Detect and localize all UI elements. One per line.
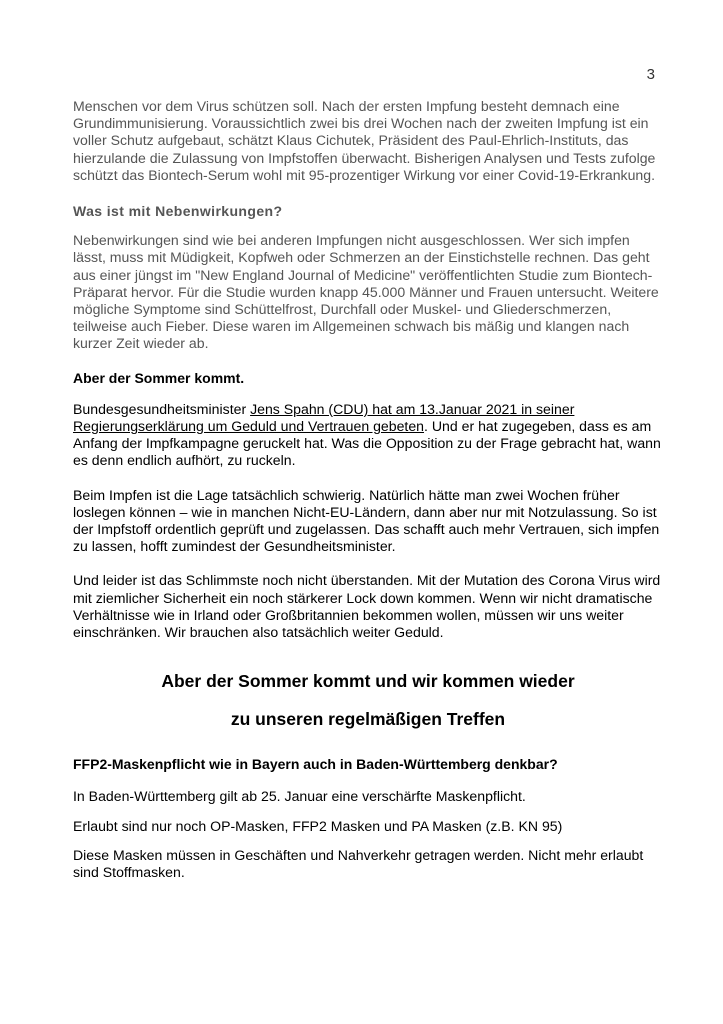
- side-effects-heading: Was ist mit Nebenwirkungen?: [73, 203, 283, 220]
- intro-paragraph: Menschen vor dem Virus schützen soll. Nach der ersten Impfung besteht demnach eine Grundimmunisierung. Voraussichtlich zwei bis drei Wochen nach der zweiten Impfung ist ein voller Schutz aufgebaut, schätzt Klaus Cichutek, Präsident des Paul-Ehrlich-Instituts, das hierzulande die Zulassung von Impfstoffen überwacht. Bisherigen Analysen und Tests zufolge schützt das Biontech-Serum wohl mit 95-prozentiger Wirkung vor einer Covid-19-Erkrankung.: [73, 98, 656, 183]
- spahn-text-after: . Und er hat zugegeben, dass es am Anfang der Impfkampagne geruckelt hat. Was die Opposition zu der Frage gebracht hat, wann es denn endlich aufhört, zu ruckeln.: [73, 418, 661, 469]
- summer-heading: Aber der Sommer kommt.: [73, 369, 245, 386]
- side-effects-paragraph: Nebenwirkungen sind wie bei anderen Impfungen nicht ausgeschlossen. Wer sich impfen lässt, muss mit Müdigkeit, Kopfweh oder Schmerzen an der Einstichstelle rechnen. Das geht aus einer jüngst im "New England Journal of Medicine" veröffentlichten Studie zum Biontech-Präparat hervor. Für die Studie wurden knapp 45.000 Männer und Frauen untersucht. Weitere mögliche Symptome sind Schüttelfrost, Durchfall oder Muskel- und Gliederschmerzen, teilweise auch Fieber. Diese waren im Allgemeinen schwach bis mäßig und klangen nach kurzer Zeit wieder ab.: [73, 232, 659, 352]
- page-number: 3: [646, 66, 655, 83]
- summer-title-line-1: Aber der Sommer kommt und wir kommen wieder: [161, 671, 575, 692]
- mask-rule-paragraph: In Baden-Württemberg gilt ab 25. Januar eine verschärfte Maskenpflicht.: [73, 788, 526, 805]
- spahn-paragraph: [73, 401, 663, 470]
- mask-usage-paragraph: Diese Masken müssen in Geschäften und Nahverkehr getragen werden. Nicht mehr erlaubt sind Stoffmasken.: [73, 846, 644, 881]
- spahn-statement-link[interactable]: Jens Spahn (CDU) hat am 13.Januar 2021 in seiner Regierungserklärung um Geduld und Vertrauen gebeten: [73, 400, 575, 435]
- document-body: [73, 98, 663, 881]
- ffp2-heading: FFP2-Maskenpflicht wie in Bayern auch in Baden-Württemberg denkbar?: [73, 756, 558, 773]
- mutation-paragraph: Und leider ist das Schlimmste noch nicht überstanden. Mit der Mutation des Corona Virus wird mit ziemlicher Sicherheit ein noch stärkerer Lock down kommen. Wenn wir nicht dramatische Verhältnisse wie in Irland oder Großbritannien bekommen wollen, müssen wir uns weiter einschränken. Wir brauchen also tatsächlich weiter Geduld.: [73, 572, 661, 641]
- vaccination-paragraph: Beim Impfen ist die Lage tatsächlich schwierig. Natürlich hätte man zwei Wochen früher loslegen können – wie in manchen Nicht-EU-Ländern, dann aber nur mit Notzulassung. So ist der Impfstoff ordentlich geprüft und zugelassen. Das schafft auch mehr Vertrauen, sich impfen zu lassen, hofft zumindest der Gesundheitsminister.: [73, 486, 660, 555]
- allowed-masks-paragraph: Erlaubt sind nur noch OP-Masken, FFP2 Masken und PA Masken (z.B. KN 95): [73, 817, 563, 834]
- summer-title-line-2: zu unseren regelmäßigen Treffen: [230, 709, 506, 730]
- spahn-text-before: Bundesgesundheitsminister: [73, 400, 251, 417]
